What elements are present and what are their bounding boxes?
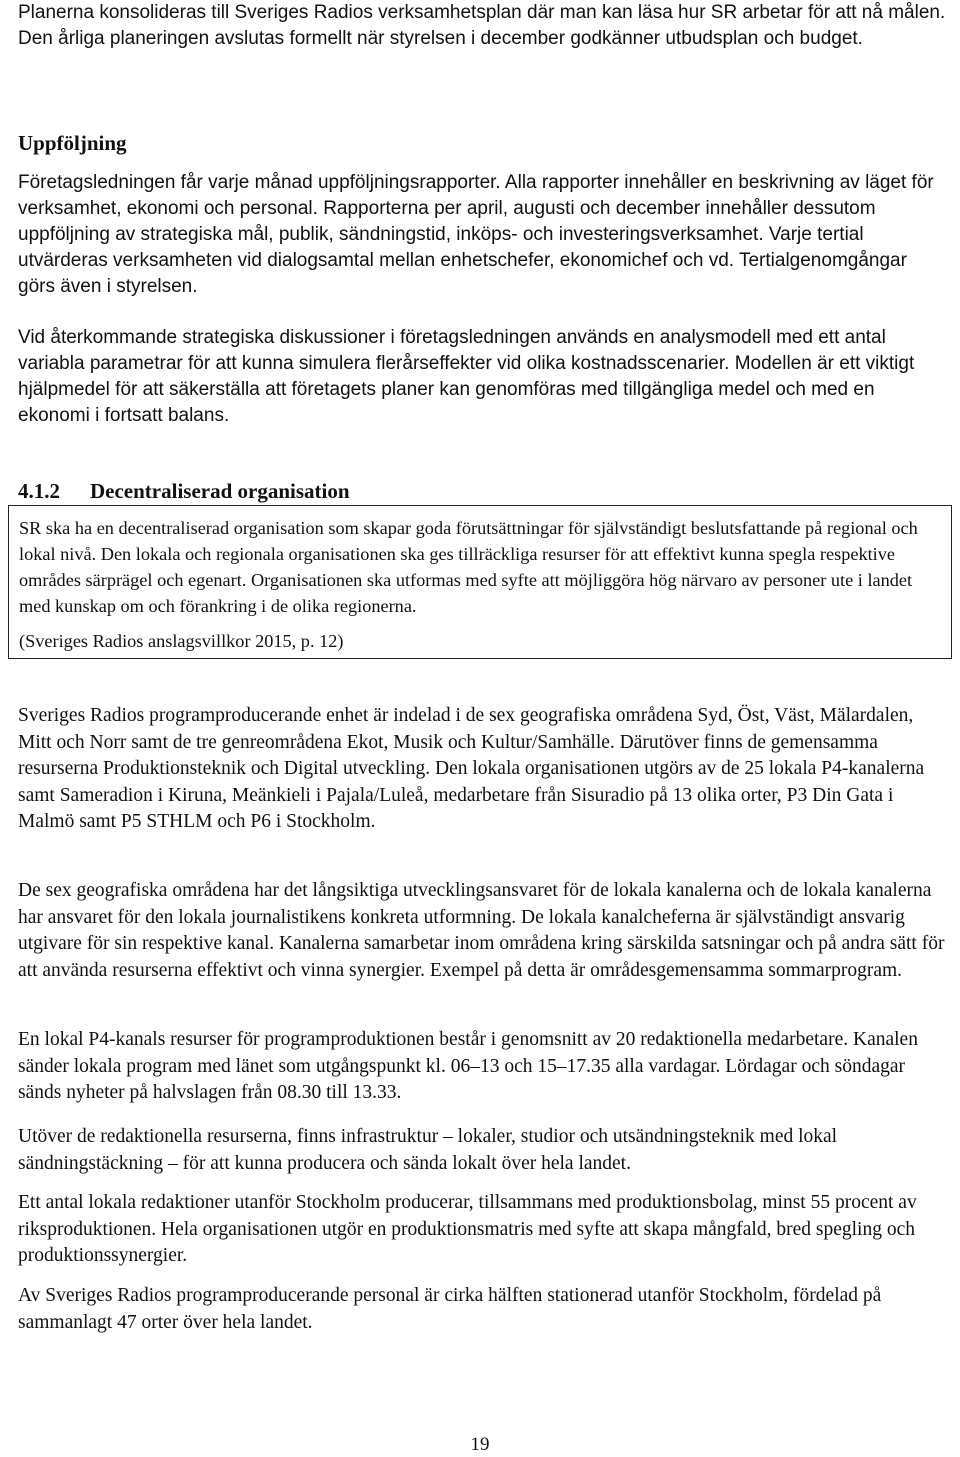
quote-source: (Sveriges Radios anslagsvillkor 2015, p. 12) bbox=[19, 631, 344, 651]
quote-text: SR ska ha en decentraliserad organisation som skapar goda förutsättningar för självständigt beslutsfattande på regional och lokal nivå. Den lokala och regionala organisationen ska ges tillräckliga resurser för att effektivt kunna spegla respektive områdes särprägel och egenart. Organisationen ska utformas med syfte att möjliggöra hög närvaro av personer ute i landet med kunskap om och förankring i de olika regionerna. bbox=[19, 518, 918, 616]
followup-paragraph: Företagsledningen får varje månad uppföljningsrapporter. Alla rapporter innehåller en beskrivning av läget för verksamhet, ekonomi och personal. Rapporterna per april, augusti och december innehåller dessutom uppföljning av strategiska mål, publik, sändningstid, inköps- och investeringsverksamhet. Varje tertial utvärderas verksamheten vid dialogsamtal mellan enhetschefer, ekonomichef och vd. Tertialgenomgångar görs även i styrelsen. bbox=[18, 172, 934, 297]
local-editorial-paragraph: Ett antal lokala redaktioner utanför Stockholm producerar, tillsammans med produktionsbolag, minst 55 procent av riksproduktionen. Hela organisationen utgör en produktionsmatris med syfte att skapa mångfald, bred spegling och produktionssynergier. bbox=[18, 1192, 917, 1266]
section-number: 4.1.2 bbox=[18, 479, 60, 503]
p4-resources-paragraph: En lokal P4-kanals resurser för programproduktionen består i genomsnitt av 20 redaktionella medarbetare. Kanalen sänder lokala program med länet som utgångspunkt kl. 06–13 och 15–17.35 alla vardagar. Lördagar och söndagar sänds nyheter på halvslagen från 08.30 till 13.33. bbox=[18, 1029, 918, 1103]
subheading-uppfoljning: Uppföljning bbox=[18, 131, 127, 155]
intro-paragraph: Planerna konsolideras till Sveriges Radios verksamhetsplan där man kan läsa hur SR arbetar för att nå målen. Den årliga planeringen avslutas formellt när styrelsen i december godkänner utbudsplan och budget. bbox=[18, 2, 946, 49]
section-heading bbox=[18, 478, 948, 504]
analysis-model-paragraph: Vid återkommande strategiska diskussioner i företagsledningen används en analysmodell med ett antal variabla parametrar för att kunna simulera flerårseffekter vid olika kostnadsscenarier. Modellen är ett viktigt hjälpmedel för att säkerställa att företagets planer kan genomföras med tillgängliga medel och med en ekonomi i fortsatt balans. bbox=[18, 327, 915, 426]
geographic-areas-paragraph: De sex geografiska områdena har det långsiktiga utvecklingsansvaret för de lokala kanalerna och de lokala kanalerna har ansvaret för den lokala journalistikens konkreta utformning. De lokala kanalcheferna är självständigt ansvarig utgivare för sin respektive kanal. Kanalerna samarbetar inom områdena kring särskilda satsningar och på andra sätt för att använda resurserna effektivt och vinna synergier. Exempel på detta är områdesgemensamma sommarprogram. bbox=[18, 880, 945, 981]
page-number: 19 bbox=[470, 1434, 490, 1455]
organisation-paragraph: Sveriges Radios programproducerande enhet är indelad i de sex geografiska områdena Syd, Öst, Väst, Mälardalen, Mitt och Norr samt de tre genreområdena Ekot, Musik och Kultur/Samhälle. Därutöver finns de gemensamma resurserna Produktionsteknik och Digital utveckling. Den lokala organisationen utgörs av de 25 lokala P4-kanalerna samt Sameradion i Kiruna, Meänkieli i Pajala/Luleå, medarbetare från Sisuradio på 13 olika orter, P3 Din Gata i Malmö samt P5 STHLM och P6 i Stockholm. bbox=[18, 705, 925, 832]
infrastructure-paragraph: Utöver de redaktionella resurserna, finns infrastruktur – lokaler, studior och utsändningsteknik med lokal sändningstäckning – för att kunna producera och sända lokalt över hela landet. bbox=[18, 1126, 838, 1174]
staff-distribution-paragraph: Av Sveriges Radios programproducerande personal är cirka hälften stationerad utanför Stockholm, fördelad på sammanlagt 47 orter över hela landet. bbox=[18, 1285, 882, 1333]
section-title: Decentraliserad organisation bbox=[90, 479, 350, 503]
quote-box bbox=[8, 505, 952, 659]
